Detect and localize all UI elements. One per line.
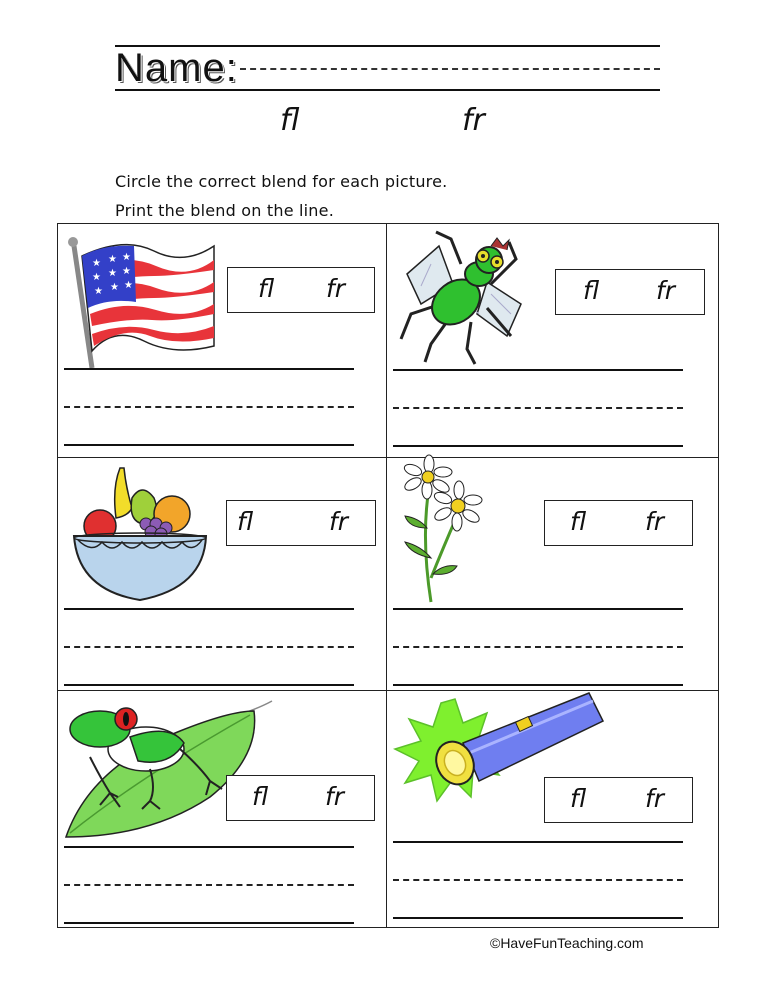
svg-text:★: ★	[122, 266, 131, 277]
write-line-bottom	[393, 445, 683, 447]
choice-fr[interactable]: fr	[645, 784, 665, 813]
choice-fr[interactable]: fr	[329, 507, 349, 536]
write-line-middle[interactable]	[64, 646, 354, 648]
svg-text:★: ★	[122, 252, 131, 263]
svg-text:★: ★	[92, 258, 101, 269]
choice-fr[interactable]: fr	[645, 507, 665, 536]
choice-fl[interactable]: fl	[583, 276, 600, 305]
write-line-bottom	[64, 444, 354, 446]
instruction-line-1: Circle the correct blend for each picture.	[115, 172, 448, 191]
svg-text:★: ★	[110, 282, 119, 293]
blend-heading-fr: fr	[462, 103, 485, 138]
svg-text:★: ★	[92, 272, 101, 283]
frog-picture	[60, 697, 280, 847]
name-line-dashed[interactable]	[240, 68, 660, 70]
write-line-top	[64, 846, 354, 848]
write-line-middle[interactable]	[64, 406, 354, 408]
flag-picture	[64, 226, 224, 376]
choice-fl[interactable]: fl	[570, 507, 587, 536]
instruction-line-2: Print the blend on the line.	[115, 201, 334, 220]
choice-fl[interactable]: fl	[570, 784, 587, 813]
choice-fl[interactable]: fl	[237, 507, 254, 536]
blend-heading-fl: fl	[280, 103, 300, 138]
cell-flag	[58, 224, 386, 457]
write-line-middle[interactable]	[393, 407, 683, 409]
copyright-text: ©HaveFunTeaching.com	[490, 935, 644, 951]
choice-fr[interactable]: fr	[656, 276, 676, 305]
write-line-bottom	[64, 684, 354, 686]
name-label: Name:	[115, 46, 238, 90]
choice-fr[interactable]: fr	[326, 274, 346, 303]
cell-flower	[387, 458, 717, 690]
fly-picture	[391, 224, 541, 369]
blend-choice-box[interactable]	[555, 269, 705, 315]
svg-text:★: ★	[124, 280, 133, 291]
write-line-top	[64, 368, 354, 370]
write-line-middle[interactable]	[393, 646, 683, 648]
write-line-bottom	[64, 922, 354, 924]
name-line-bottom	[115, 89, 660, 91]
blend-choice-box[interactable]	[544, 777, 693, 823]
blend-choice-box[interactable]	[226, 775, 375, 821]
cell-fly	[387, 224, 717, 457]
choice-fl[interactable]: fl	[258, 274, 275, 303]
svg-text:★: ★	[94, 286, 103, 297]
flower-picture	[391, 458, 501, 608]
write-line-middle[interactable]	[393, 879, 683, 881]
svg-text:★: ★	[108, 254, 117, 265]
write-line-top	[393, 369, 683, 371]
write-line-top	[64, 608, 354, 610]
write-line-bottom	[393, 684, 683, 686]
write-line-top	[393, 608, 683, 610]
choice-fr[interactable]: fr	[325, 782, 345, 811]
write-line-top	[393, 841, 683, 843]
blend-choice-box[interactable]	[544, 500, 693, 546]
fruit-bowl-picture	[72, 458, 222, 608]
choice-fl[interactable]: fl	[252, 782, 269, 811]
blend-choice-box[interactable]	[227, 267, 375, 313]
svg-text:★: ★	[108, 268, 117, 279]
cell-frog	[58, 691, 386, 926]
cell-flashlight	[387, 691, 717, 926]
blend-choice-box[interactable]	[226, 500, 376, 546]
write-line-bottom	[393, 917, 683, 919]
cell-fruit	[58, 458, 386, 690]
write-line-middle[interactable]	[64, 884, 354, 886]
